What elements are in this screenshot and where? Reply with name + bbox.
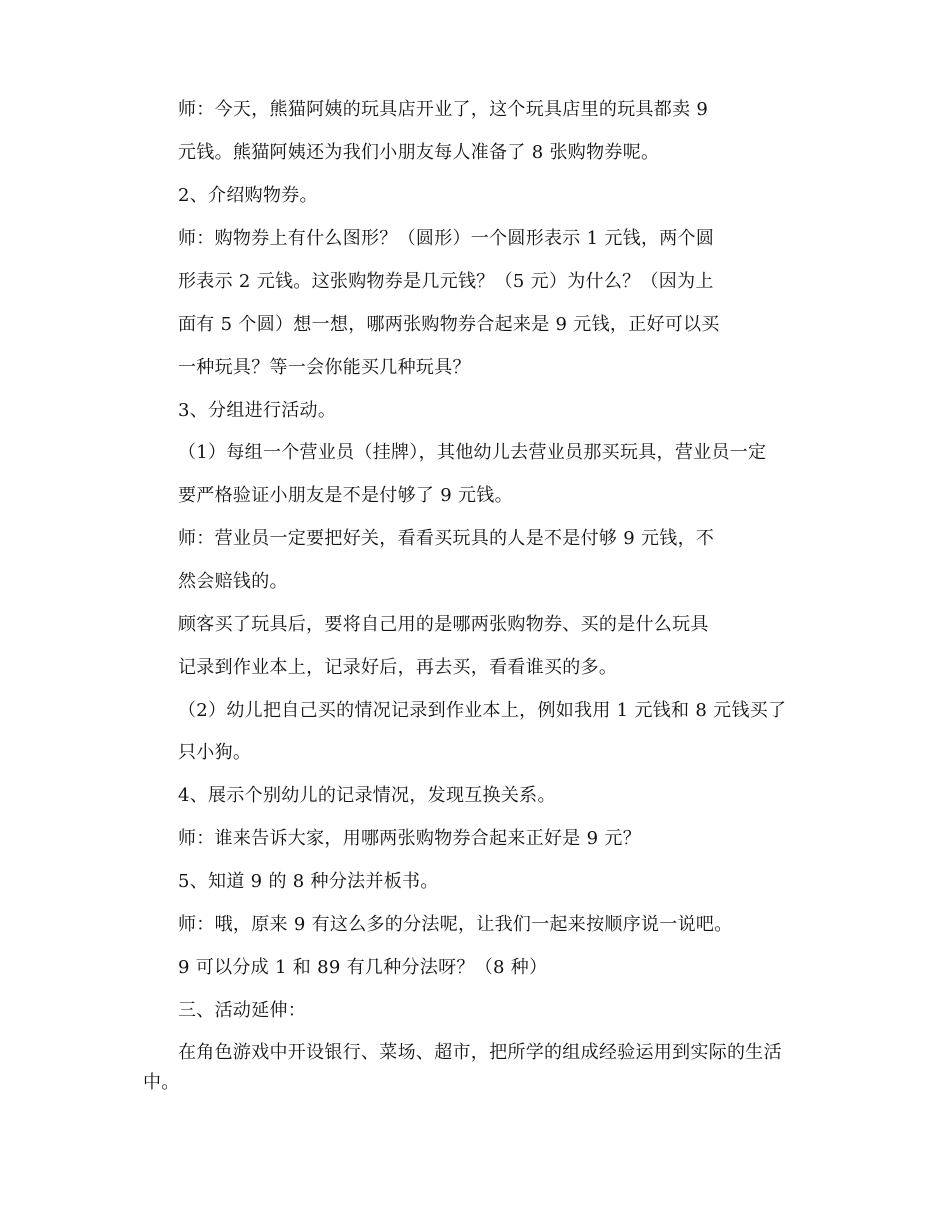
text-line: （1）每组一个营业员（挂牌），其他幼儿去营业员那买玩具，营业员一定 [178, 442, 767, 463]
text-line: 元钱。熊猫阿姨还为我们小朋友每人准备了 8 张购物券呢。 [178, 142, 660, 163]
text-line: 9 可以分成 1 和 89 有几种分法呀？（8 种） [178, 957, 548, 978]
text-line: 5、知道 9 的 8 种分法并板书。 [178, 871, 439, 892]
text-line: 要严格验证小朋友是不是付够了 9 元钱。 [178, 485, 513, 506]
closing-paragraph: 在角色游戏中开设银行、菜场、超市，把所学的组成经验运用到实际的生活中。 [143, 1042, 782, 1093]
text-line: 形表示 2 元钱。这张购物券是几元钱？（5 元）为什么？（因为上 [178, 271, 714, 292]
text-line: 只小狗。 [178, 742, 252, 763]
text-line: 顾客买了玩具后，要将自己用的是哪两张购物券、买的是什么玩具 [178, 614, 709, 635]
text-line: 3、分组进行活动。 [178, 400, 337, 421]
text-line: 三、活动延伸： [178, 1000, 307, 1021]
text-line: 一种玩具？等一会你能买几种玩具？ [178, 357, 471, 378]
text-line: 记录到作业本上，记录好后，再去买，看看谁买的多。 [178, 657, 618, 678]
text-line: 师：营业员一定要把好关，看看买玩具的人是不是付够 9 元钱，不 [178, 528, 715, 549]
text-line: 师：购物券上有什么图形？（圆形）一个圆形表示 1 元钱，两个圆 [178, 228, 715, 249]
text-line: 2、介绍购物券。 [178, 185, 318, 206]
text-line: 师：今天，熊猫阿姨的玩具店开业了，这个玩具店里的玩具都卖 9 [178, 99, 709, 120]
text-line: 师：哦，原来 9 有这么多的分法呢，让我们一起来按顺序说一说吧。 [178, 914, 733, 935]
text-line: （2）幼儿把自己买的情况记录到作业本上，例如我用 1 元钱和 8 元钱买了 [178, 700, 787, 721]
text-line: 面有 5 个圆）想一想，哪两张购物券合起来是 9 元钱，正好可以买 [178, 314, 720, 335]
text-line: 4、展示个别幼儿的记录情况，发现互换关系。 [178, 785, 556, 806]
text-line: 师：谁来告诉大家，用哪两张购物券合起来正好是 9 元？ [178, 828, 641, 849]
text-line: 然会赔钱的。 [178, 571, 288, 592]
